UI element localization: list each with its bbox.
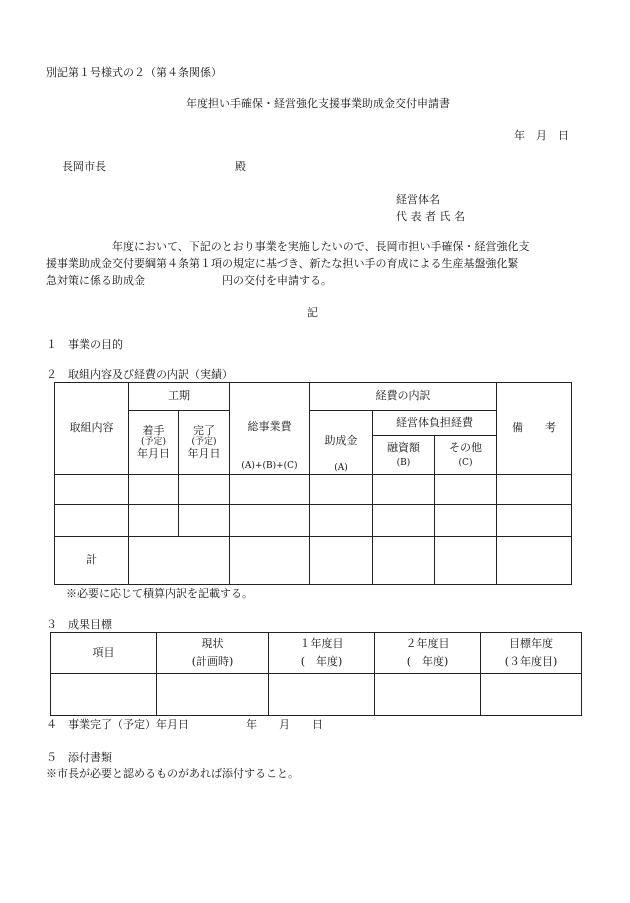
col-keihi-uchiwake: 経費の内訳 (310, 383, 497, 411)
table-cell (373, 537, 435, 585)
expense-note: ※必要に応じて積算内訳を記載する。 (66, 587, 253, 600)
target-label: 目標年度 (509, 636, 553, 650)
joseikin-label: 助成金 (324, 434, 358, 447)
outcome-table (50, 632, 582, 716)
table-cell (129, 537, 230, 585)
table-cell (310, 537, 373, 585)
body-line-3b: 円の交付を申請する。 (222, 274, 332, 287)
col-year1 (269, 633, 375, 674)
table-cell (157, 674, 269, 716)
genjo-label: 現状 (201, 636, 224, 650)
application-date: 年 月 日 (514, 129, 569, 142)
table-row (55, 475, 572, 505)
col-chakushu (129, 411, 179, 475)
year1-label: １年度目 (299, 636, 344, 650)
target-sub: (３年度目) (504, 654, 558, 668)
sonota-c: (C) (458, 458, 473, 469)
table-cell (373, 475, 435, 505)
col-kouki: 工期 (129, 383, 230, 411)
total-row (55, 537, 572, 585)
representative-name-label: 代 表 者 氏 名 (396, 210, 465, 223)
year1-sub: ( 年度) (300, 654, 343, 668)
table-cell (230, 537, 310, 585)
chakushu-yotei: (予定) (140, 437, 167, 448)
expense-table (54, 382, 572, 585)
kanryo-nengappi: 年月日 (187, 446, 221, 460)
table-row (51, 674, 582, 716)
section4-heading: ４ 事業完了（予定）年月日 (46, 718, 189, 731)
genjo-sub: (計画時) (191, 654, 234, 668)
chakushu-label: 着手 (142, 423, 165, 437)
table-cell (310, 505, 373, 537)
table-cell (55, 505, 129, 537)
table-row (55, 505, 572, 537)
col-item: 項目 (51, 633, 157, 674)
col-sonota (435, 436, 497, 475)
total-label: 計 (55, 537, 129, 585)
kanryo-label: 完了 (193, 423, 215, 437)
col-soujigyouhi (230, 383, 310, 475)
body-line-2: 援事業助成金交付要綱第４条第１項の規定に基づき、新たな担い手の育成による生産基盤強化緊 (46, 257, 519, 270)
table-cell (179, 475, 230, 505)
table-cell (129, 475, 179, 505)
section5-heading: ５ 添付書類 (46, 751, 112, 764)
attachment-note: ※市長が必要と認めるものがあれば添付すること。 (46, 767, 299, 780)
soujigyouhi-formula: (A)+(B)+(C) (241, 461, 298, 471)
col-joseikin (310, 411, 373, 475)
col-yushigaku (373, 436, 435, 475)
section3-heading: ３ 成果目標 (46, 618, 112, 631)
table-cell (310, 475, 373, 505)
table-cell (497, 537, 572, 585)
col-torikumi: 取組内容 (55, 383, 129, 475)
col-year2 (375, 633, 481, 674)
year2-sub: ( 年度) (406, 654, 449, 668)
table-cell (179, 505, 230, 537)
soujigyouhi-label: 総事業費 (247, 420, 292, 433)
col-genjo (157, 633, 269, 674)
addressee: 長岡市長 (62, 160, 106, 173)
yushigaku-b: (B) (396, 458, 411, 469)
table-cell (129, 505, 179, 537)
table-cell (230, 505, 310, 537)
document-title: 年度担い手確保・経営強化支援事業助成金交付申請書 (186, 97, 450, 110)
table-cell (55, 475, 129, 505)
year2-label: ２年度目 (405, 636, 450, 650)
chakushu-nengappi: 年月日 (137, 446, 170, 460)
section2-heading: ２ 取組内容及び経費の内訳（実績） (46, 368, 233, 381)
applicant-name-label: 経営体名 (396, 193, 440, 206)
table-cell (435, 505, 497, 537)
table-cell (435, 475, 497, 505)
col-kanryo (179, 411, 230, 475)
body-line-3a: 急対策に係る助成金 (46, 274, 145, 287)
yushigaku-label: 融資額 (387, 440, 420, 454)
completion-date: 年 月 日 (246, 718, 323, 731)
col-target (481, 633, 582, 674)
table-cell (481, 674, 582, 716)
table-cell (497, 475, 572, 505)
kanryo-yotei: (予定) (191, 437, 217, 448)
table-cell (373, 505, 435, 537)
table-cell (51, 674, 157, 716)
table-cell (497, 505, 572, 537)
form-number: 別記第１号様式の２（第４条関係） (46, 66, 222, 79)
table-cell (435, 537, 497, 585)
table-cell (230, 475, 310, 505)
table-cell (269, 674, 375, 716)
joseikin-a: (A) (334, 463, 348, 473)
sonota-label: その他 (449, 440, 483, 454)
col-keieitai-futan: 経営体負担経費 (373, 411, 497, 436)
table-cell (375, 674, 481, 716)
body-line-1: 年度において、下記のとおり事業を実施したいので、長岡市担い手確保・経営強化支 (112, 240, 530, 253)
section1-heading: １ 事業の目的 (46, 338, 123, 351)
honorific: 殿 (235, 160, 246, 173)
col-biko: 備 考 (497, 383, 572, 475)
ki-heading: 記 (307, 306, 318, 319)
